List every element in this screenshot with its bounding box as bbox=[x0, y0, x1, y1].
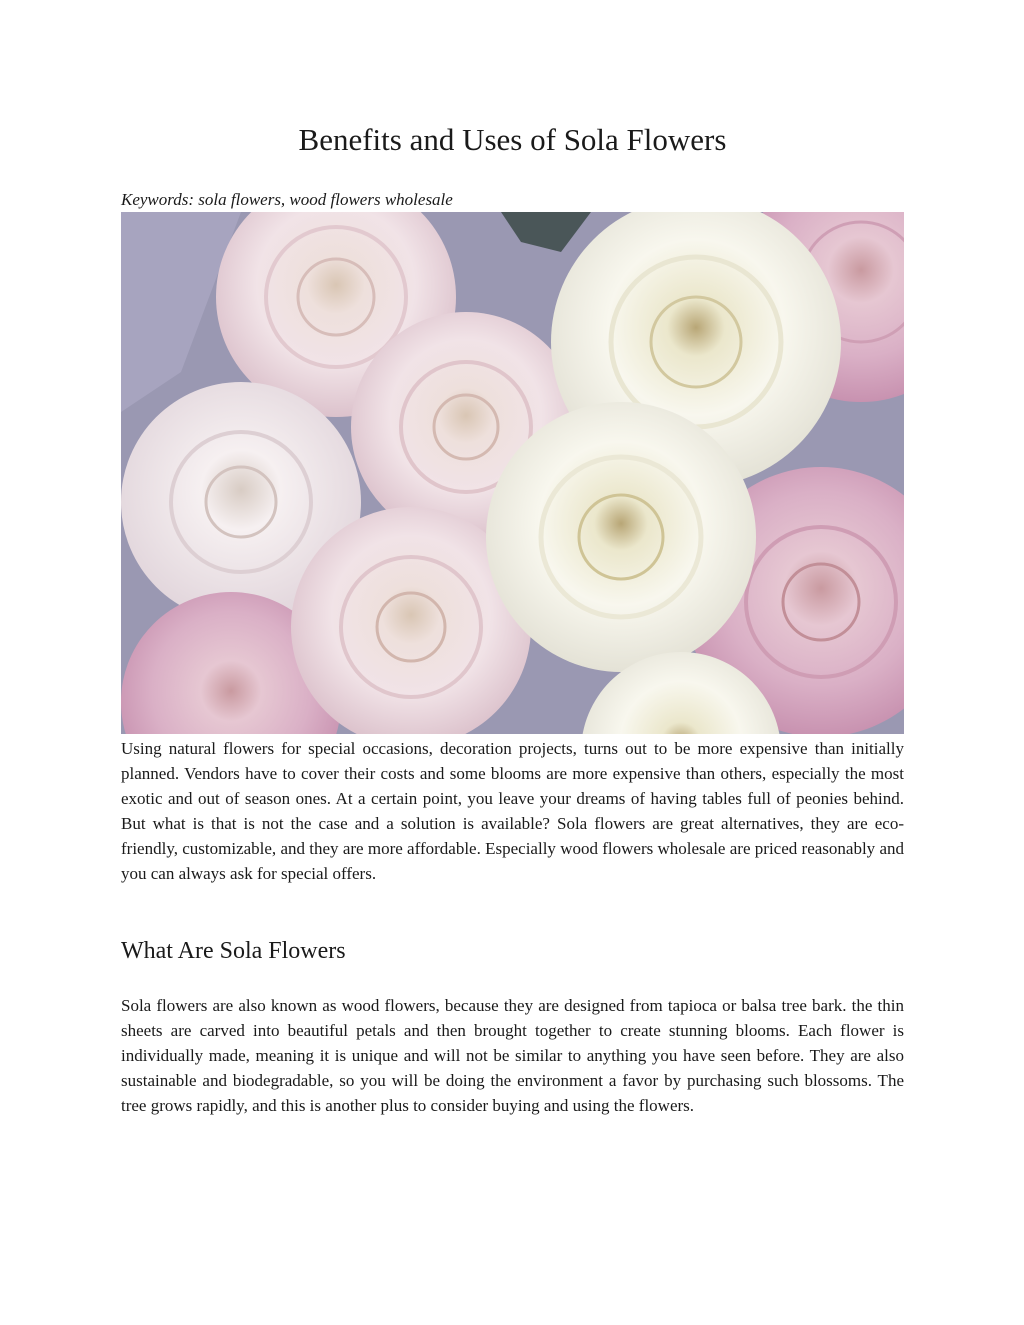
intro-paragraph: Using natural flowers for special occasions, decoration projects, turns out to be more expensive than initially planned. Vendors have to cover their costs and some blooms are more expensive than others, especially the most exotic and out of season ones. At a certain point, you leave your dreams of having tables full of peonies behind. But what is that is not the case and a solution is available? Sola flowers are great alternatives, they are eco-friendly, customizable, and they are more affordable. Especially wood flowers wholesale are priced reasonably and you can always ask for special offers. bbox=[121, 739, 904, 883]
roses-photo bbox=[121, 212, 904, 734]
keywords-line: Keywords: sola flowers, wood flowers wholesale bbox=[121, 190, 453, 209]
section-heading: What Are Sola Flowers bbox=[121, 938, 346, 964]
document-title: Benefits and Uses of Sola Flowers bbox=[298, 122, 727, 157]
section-paragraph: Sola flowers are also known as wood flowers, because they are designed from tapioca or balsa tree bark. the thin sheets are carved into beautiful petals and then brought together to create stunning blooms. Each flower is individually made, meaning it is unique and will not be similar to anything you have seen before. They are also sustainable and biodegradable, so you will be doing the environment a favor by purchasing such blossoms. The tree grows rapidly, and this is another plus to consider buying and using the flowers. bbox=[121, 996, 904, 1115]
rose-middle-cream bbox=[486, 402, 756, 672]
